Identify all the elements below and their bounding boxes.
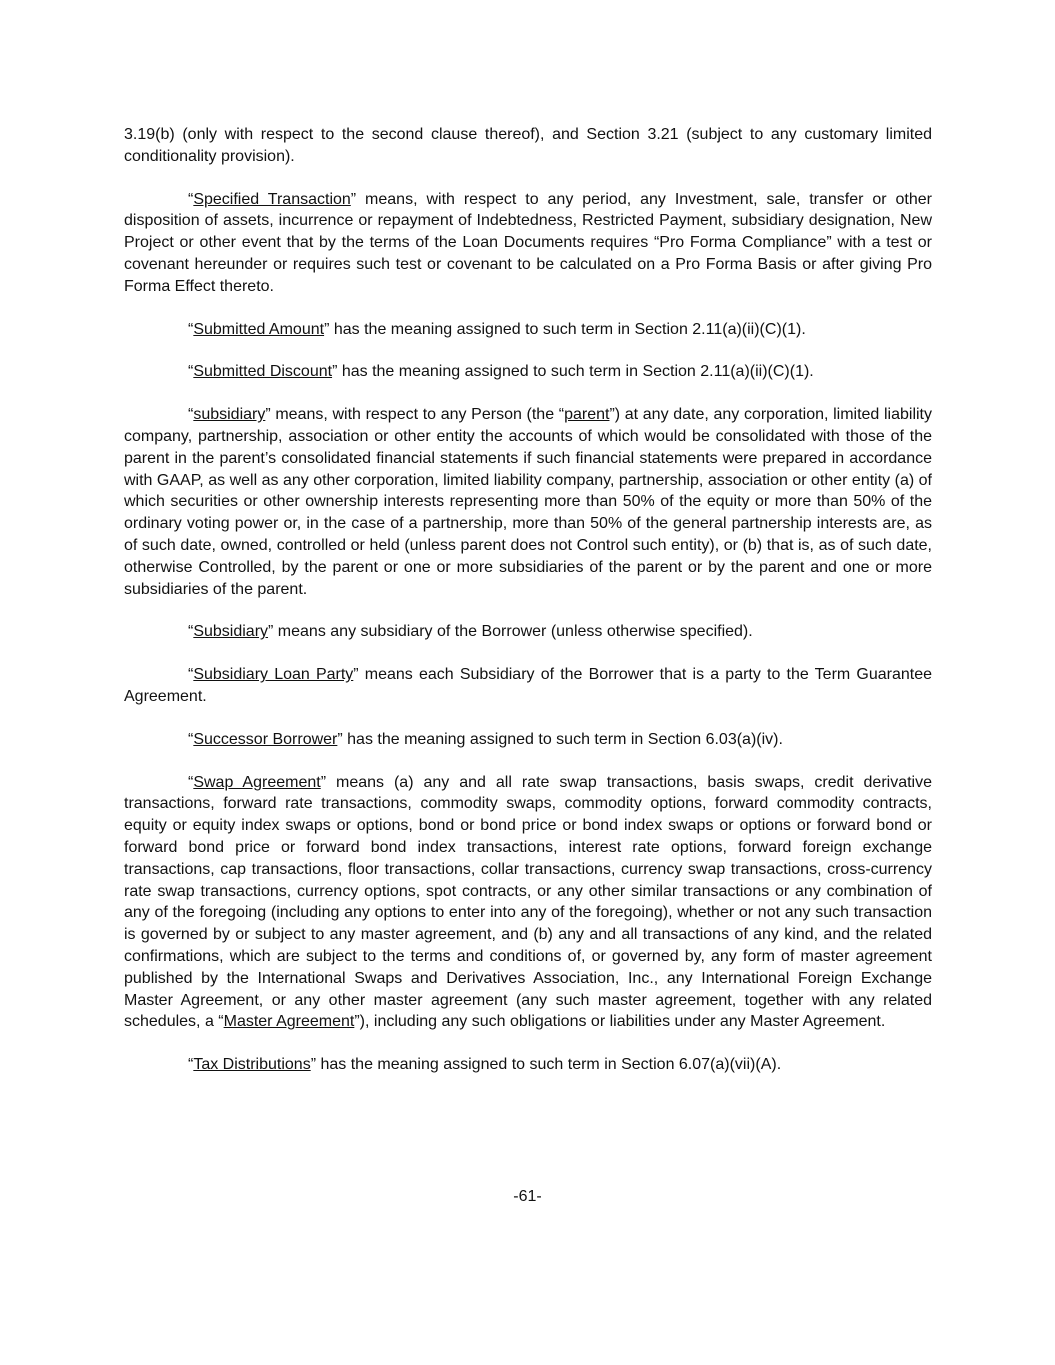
close-quote: ”: [265, 406, 271, 424]
definition-body: means, with respect to any period, any Investment, sale, transfer or other disposition of assets, incurrence or repayment of Indebtedness, Restricted Payment, subsidiary designation, New Project or other event that by the terms of the Loan Documents requires “Pro Forma Compliance” with a test or covenant hereunder or requires such test or covenant to be calculated on a Pro Forma Basis or after giving Pro Forma Effect thereto.: [124, 190, 932, 295]
definition-specified-transaction: [124, 189, 932, 298]
definition-subsidiary: [124, 621, 932, 643]
open-quote: “: [188, 190, 194, 208]
close-quote: ”: [332, 363, 338, 381]
definition-body: has the meaning assigned to such term in Section 6.07(a)(vii)(A).: [316, 1056, 782, 1074]
close-quote: ”: [350, 190, 357, 208]
close-quote: ”: [320, 773, 327, 791]
defined-term: Subsidiary: [193, 623, 269, 641]
inline-defined-term: Master Agreement: [223, 1013, 355, 1031]
definition-subsidiary-lowercase: [124, 404, 932, 600]
defined-term: Specified Transaction: [193, 190, 351, 208]
close-quote: ”: [337, 730, 343, 748]
defined-term: Submitted Amount: [193, 320, 325, 338]
definition-body: has the meaning assigned to such term in Section 6.03(a)(iv).: [342, 730, 783, 748]
defined-term: Submitted Discount: [193, 363, 333, 381]
close-quote: ”: [353, 666, 359, 684]
defined-term: Tax Distributions: [193, 1056, 311, 1074]
document-page: [124, 124, 932, 1097]
page-number: -61-: [513, 1188, 542, 1205]
definition-tax-distributions: [124, 1054, 932, 1076]
defined-term: subsidiary: [193, 406, 266, 424]
open-quote: “: [188, 363, 194, 381]
open-quote: “: [188, 320, 194, 338]
defined-term: Swap Agreement: [193, 773, 321, 791]
definition-submitted-amount: [124, 319, 932, 341]
definition-subsidiary-loan-party: [124, 664, 932, 708]
definition-body: means any subsidiary of the Borrower (unless otherwise specified).: [273, 623, 753, 641]
open-quote: “: [188, 406, 194, 424]
definition-body-end: ”) at any date, any corporation, limited liability company, partnership, association or other entity the accounts of which would be consolidated with those of the parent in the parent’s consolidated financial statements if such financial statements were prepared in accordance with GAAP, as well as any other corporation, limited liability company, partnership, association or other entity (a) of which securities or other ownership interests representing more than 50% of the equity or more than 50% of the ordinary voting power or, in the case of a partnership, more than 50% of the general partnership interests are, as of such date, owned, controlled or held (unless parent does not Control such entity), or (b) that is, as of such date, otherwise Controlled, by the parent or one or more subsidiaries of the parent or by the parent and one or more subsidiaries of the parent.: [124, 406, 933, 598]
definition-body: has the meaning assigned to such term in Section 2.11(a)(ii)(C)(1).: [337, 363, 814, 381]
definition-body-end: ”), including any such obligations or liabilities under any Master Agreement.: [354, 1013, 886, 1031]
defined-term: Subsidiary Loan Party: [193, 666, 354, 684]
open-quote: “: [188, 1056, 194, 1074]
definition-body: has the meaning assigned to such term in Section 2.11(a)(ii)(C)(1).: [329, 320, 806, 338]
definition-swap-agreement: [124, 772, 932, 1034]
open-quote: “: [188, 773, 194, 791]
inline-defined-term: parent: [564, 406, 610, 424]
close-quote: ”: [268, 623, 274, 641]
definition-body-start: means (a) any and all rate swap transactions, basis swaps, credit derivative transactions, forward rate transactions, commodity swaps, commodity options, forward commodity contracts, equity or equity index swaps or options, bond or bond price or bond index swaps or options or forward bond or forward bond price or forward bond index transactions, interest rate options, forward foreign exchange transactions, cap transactions, floor transactions, collar transactions, currency swap transactions, cross-currency rate swap transactions, currency options, spot contracts, or any other similar transactions or any combination of any of the foregoing (including any options to enter into any of the foregoing), whether or not any such transaction is governed by or subject to any master agreement, and (b) any and all transactions of any kind, and the related confirmations, which are subject to the terms and conditions of, or governed by, any form of master agreement published by the International Swaps and Derivatives Association, Inc., any International Foreign Exchange Master Agreement, or any other master agreement (any such master agreement, together with any related schedules, a “: [124, 773, 932, 1031]
definition-body-start: means, with respect to any Person (the “: [270, 406, 565, 424]
defined-term: Successor Borrower: [193, 730, 338, 748]
definition-successor-borrower: [124, 729, 932, 751]
open-quote: “: [188, 666, 194, 684]
close-quote: ”: [324, 320, 330, 338]
close-quote: ”: [310, 1056, 317, 1074]
definition-body: means each Subsidiary of the Borrower that is a party to the Term Guarantee Agreement.: [124, 666, 932, 705]
continuation-paragraph: 3.19(b) (only with respect to the second clause thereof), and Section 3.21 (subject to any customary limited conditionality provision).: [124, 126, 932, 165]
definition-submitted-discount: [124, 361, 932, 383]
open-quote: “: [188, 623, 194, 641]
open-quote: “: [188, 730, 194, 748]
